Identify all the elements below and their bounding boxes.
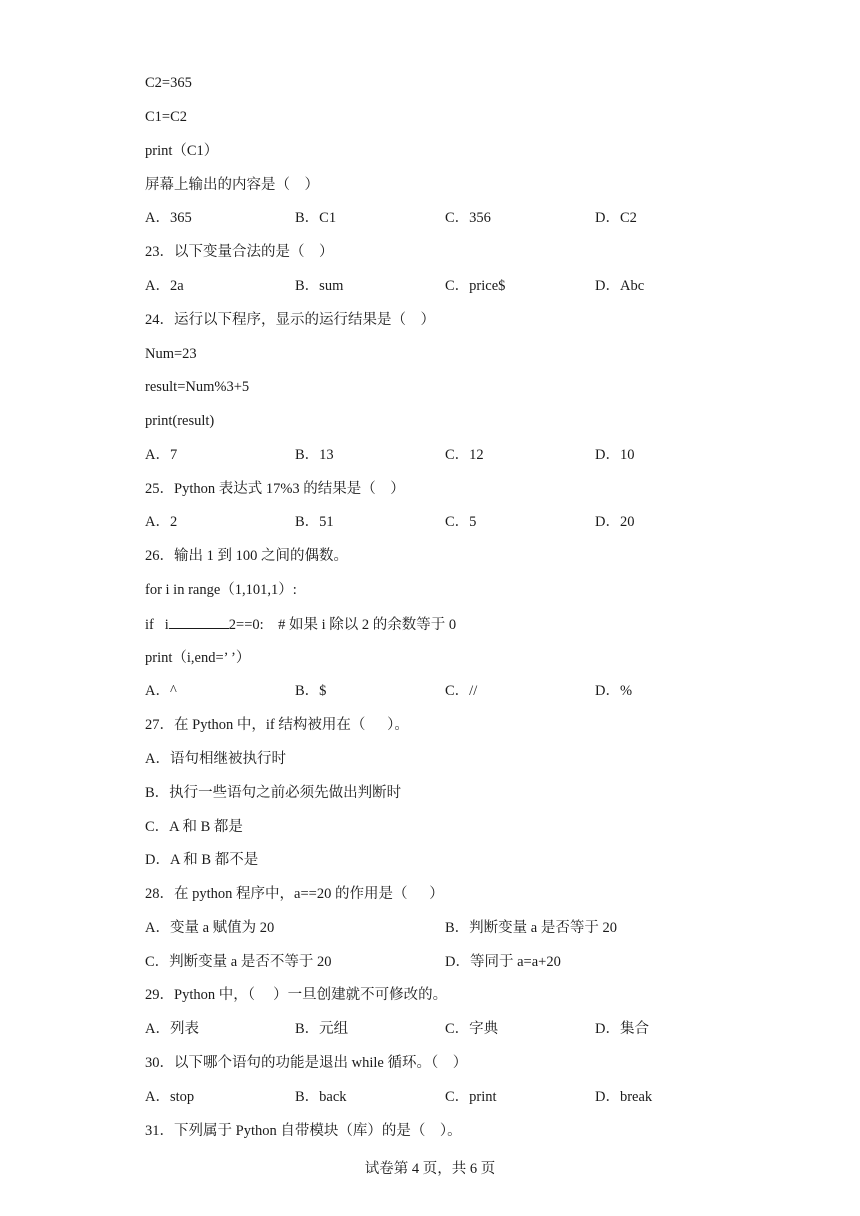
question-26: 26．输出 1 到 100 之间的偶数。: [145, 548, 348, 564]
question-31: 31．下列属于 Python 自带模块（库）的是（ ）。: [145, 1123, 462, 1139]
option-a: A．7: [145, 447, 178, 463]
fill-in-blank: [169, 614, 229, 629]
code-fragment: 2==0: # 如果 i 除以 2 的余数等于 0: [228, 617, 457, 633]
code-line: print（i,end=’ ’）: [145, 650, 251, 666]
code-line: Num=23: [145, 346, 197, 362]
page-footer: 试卷第 4 页，共 6 页: [364, 1161, 496, 1177]
code-line-with-blank: [145, 614, 456, 634]
option-d: D．%: [595, 683, 633, 699]
option-c: C．5: [445, 514, 477, 530]
question-27: 27．在 Python 中，if 结构被用在（ ）。: [145, 717, 409, 733]
code-fragment: if i: [145, 617, 169, 633]
code-line: C2=365: [145, 75, 192, 91]
option-d: D．等同于 a=a+20: [445, 954, 561, 970]
option-b: B．$: [295, 683, 327, 699]
code-line: result=Num%3+5: [145, 379, 250, 395]
code-line: for i in range（1,101,1）:: [145, 582, 297, 598]
option-b: B．sum: [295, 278, 344, 294]
code-line: print(result): [145, 413, 215, 429]
option-b: B．51: [295, 514, 334, 530]
option-c: C．//: [445, 683, 478, 699]
option-d: D．10: [595, 447, 635, 463]
option-a: A．^: [145, 683, 177, 699]
option-d: D．Abc: [595, 278, 645, 294]
code-line: print（C1）: [145, 143, 219, 159]
option-c: C．356: [445, 210, 491, 226]
option-a: A．2: [145, 514, 178, 530]
option-b: B．判断变量 a 是否等于 20: [445, 920, 617, 936]
option-a: A．365: [145, 210, 192, 226]
question-25: 25．Python 表达式 17%3 的结果是（ ）: [145, 481, 405, 497]
option-c: C．字典: [445, 1021, 499, 1037]
question-30: 30．以下哪个语句的功能是退出 while 循环。（ ）: [145, 1055, 468, 1071]
option-b: B．元组: [295, 1021, 349, 1037]
option-c: C．print: [445, 1089, 497, 1105]
code-line: C1=C2: [145, 109, 188, 125]
option-b: B．13: [295, 447, 334, 463]
option-b: B．back: [295, 1089, 347, 1105]
question-text: 屏幕上输出的内容是（ ）: [145, 177, 319, 193]
option-a: A．列表: [145, 1021, 199, 1037]
option-a: A．变量 a 赋值为 20: [145, 920, 275, 936]
option-c: C．判断变量 a 是否不等于 20: [145, 954, 332, 970]
option-b: B．执行一些语句之前必须先做出判断时: [145, 785, 402, 801]
option-c: C．A 和 B 都是: [145, 819, 243, 835]
option-d: D．20: [595, 514, 635, 530]
option-c: C．12: [445, 447, 484, 463]
question-24: 24．运行以下程序，显示的运行结果是（ ）: [145, 312, 435, 328]
option-a: A．2a: [145, 278, 184, 294]
option-d: D．C2: [595, 210, 637, 226]
option-d: D．集合: [595, 1021, 649, 1037]
option-d: D．break: [595, 1089, 653, 1105]
option-c: C．price$: [445, 278, 506, 294]
question-29: 29．Python 中，（ ）一旦创建就不可修改的。: [145, 987, 448, 1003]
option-a: A．stop: [145, 1089, 195, 1105]
option-d: D．A 和 B 都不是: [145, 852, 259, 868]
option-b: B．C1: [295, 210, 337, 226]
question-23: 23．以下变量合法的是（ ）: [145, 244, 334, 260]
option-a: A．语句相继被执行时: [145, 751, 286, 767]
question-28: 28．在 python 程序中，a==20 的作用是（ ）: [145, 886, 444, 902]
